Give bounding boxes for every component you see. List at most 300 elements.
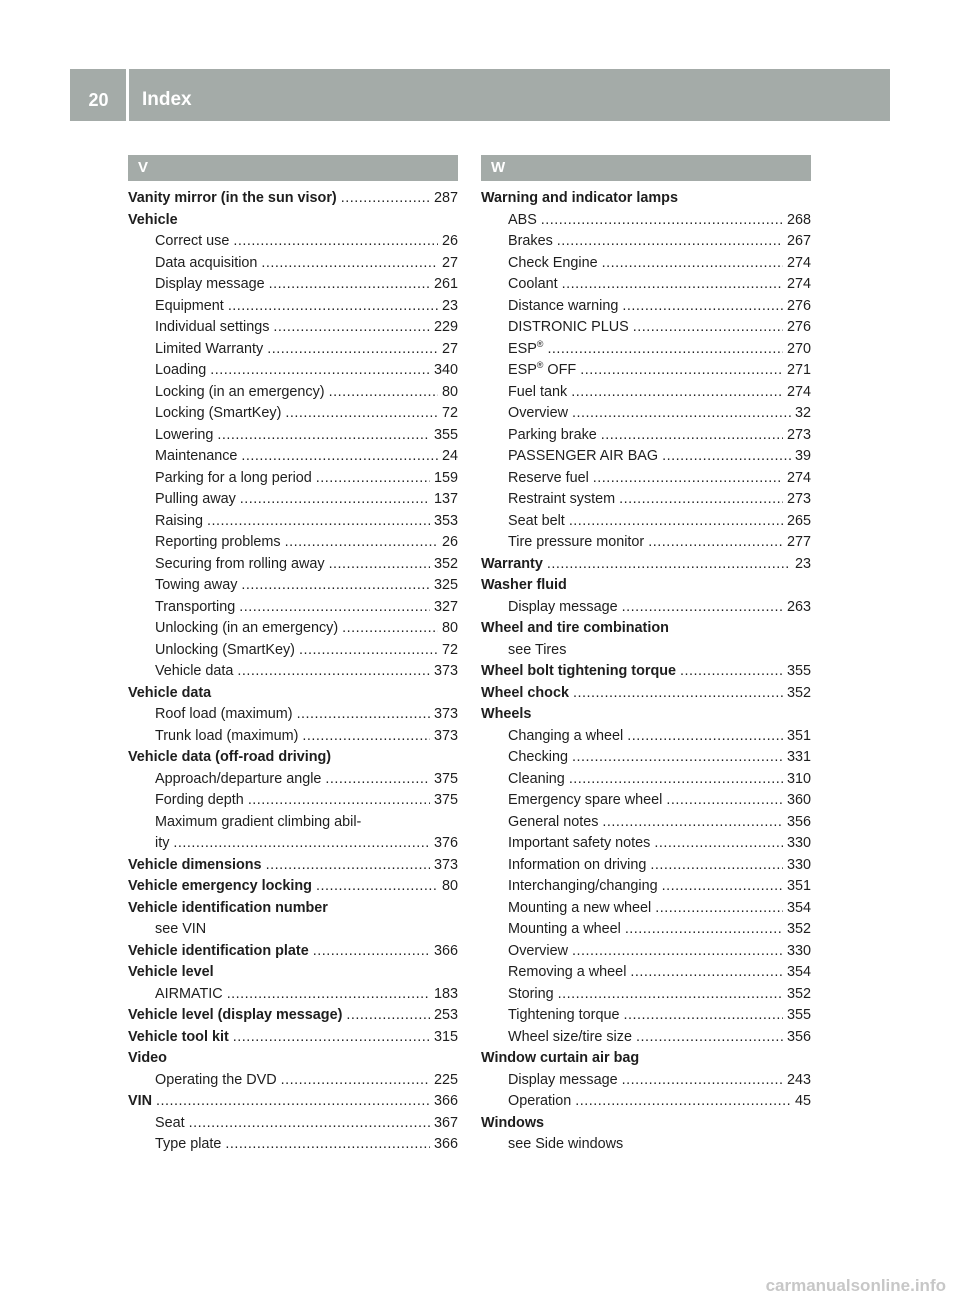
entry-label-text: Distance warning [508, 297, 619, 314]
entry-label [155, 425, 213, 447]
page-ref[interactable]: 373 [433, 706, 458, 722]
entry-label [481, 704, 531, 726]
entry-label-text: ESP [508, 362, 537, 378]
leader-dots [261, 253, 438, 275]
index-entry[interactable] [481, 747, 811, 769]
index-entry[interactable] [481, 231, 811, 253]
index-entry [481, 1134, 811, 1156]
index-entry[interactable] [481, 1005, 811, 1027]
entry-label [155, 489, 236, 511]
page-ref[interactable]: 159 [433, 469, 458, 486]
entry-label [508, 919, 621, 941]
leader-dots [662, 876, 783, 898]
entry-label [155, 919, 206, 941]
page-ref[interactable]: 253 [433, 1007, 458, 1023]
index-entry[interactable] [481, 317, 811, 339]
index-entry[interactable] [128, 231, 458, 253]
entry-label-text: PASSENGER AIR BAG [508, 448, 659, 464]
entry-label-text: Operating the DVD [155, 1071, 277, 1088]
entry-label-text: Information on driving [508, 856, 647, 873]
page-ref[interactable]: 355 [786, 663, 811, 679]
index-entry[interactable] [128, 511, 458, 533]
entry-label-text: Vehicle [128, 211, 178, 228]
entry-label [508, 855, 646, 877]
leader-dots [622, 1070, 783, 1092]
entry-label [481, 1113, 544, 1135]
index-entry[interactable] [481, 1027, 811, 1049]
index-entry[interactable] [128, 769, 458, 791]
page-ref[interactable]: 276 [786, 319, 811, 335]
leader-dots [572, 747, 783, 769]
page-ref[interactable]: 373 [433, 727, 458, 744]
index-entry[interactable] [481, 941, 811, 963]
entry-label-text: Wheels [481, 706, 532, 722]
entry-label-text: Loading [155, 362, 207, 378]
page-ref[interactable]: 373 [433, 663, 458, 679]
entry-label-text: see Side windows [508, 1136, 624, 1152]
index-entry[interactable] [481, 726, 811, 748]
leader-dots [575, 1091, 791, 1113]
page-ref[interactable]: 80 [441, 383, 458, 400]
entry-label [508, 640, 566, 662]
page-ref[interactable]: 268 [786, 211, 811, 228]
leader-dots [325, 769, 430, 791]
index-heading[interactable] [481, 661, 811, 683]
entry-label-text: Data acquisition [155, 254, 258, 271]
page-ref[interactable]: 315 [433, 1028, 458, 1045]
leader-dots [602, 812, 783, 834]
index-entry[interactable] [128, 790, 458, 812]
entry-label [508, 790, 662, 812]
index-entry[interactable] [128, 425, 458, 447]
page-ref[interactable]: 352 [433, 555, 458, 572]
leader-dots [573, 683, 783, 705]
index-entry[interactable] [481, 898, 811, 920]
page-ref[interactable]: 277 [786, 534, 811, 550]
index-heading[interactable] [128, 855, 458, 877]
page-ref[interactable]: 274 [786, 469, 811, 486]
index-entry[interactable] [481, 833, 811, 855]
index-entry[interactable] [481, 1091, 811, 1113]
entry-label [155, 833, 169, 855]
page-ref[interactable]: 327 [433, 598, 458, 615]
index-entry [128, 812, 458, 834]
index-heading[interactable] [128, 1091, 458, 1113]
index-entry[interactable] [481, 532, 811, 554]
entry-label-text: Warranty [481, 555, 543, 572]
leader-dots [233, 231, 438, 253]
index-entry[interactable] [481, 769, 811, 791]
index-entry[interactable] [128, 597, 458, 619]
entry-label [508, 360, 576, 382]
page-ref[interactable]: 360 [786, 792, 811, 808]
entry-label [155, 296, 224, 318]
index-entry[interactable] [128, 468, 458, 490]
index-entry[interactable] [128, 403, 458, 425]
entry-label-text: Interchanging/changing [508, 878, 658, 894]
index-entry[interactable] [481, 339, 811, 361]
page-ref[interactable]: 330 [786, 856, 811, 873]
index-heading[interactable] [128, 876, 458, 898]
entry-label [155, 554, 325, 576]
index-heading[interactable] [128, 1005, 458, 1027]
index-entry[interactable] [481, 468, 811, 490]
page-ref[interactable]: 80 [441, 620, 458, 636]
page-ref[interactable]: 373 [433, 856, 458, 873]
entry-label-text: ity [155, 835, 170, 851]
registered-mark: ® [536, 360, 544, 371]
leader-dots [207, 511, 430, 533]
entry-label-text: Mounting a wheel [508, 921, 621, 937]
page-ref[interactable]: 340 [433, 362, 458, 378]
page-ref[interactable]: 225 [433, 1071, 458, 1088]
index-entry [128, 919, 458, 941]
leader-dots [329, 382, 438, 404]
index-heading[interactable] [128, 1027, 458, 1049]
page-ref[interactable]: 376 [433, 835, 458, 851]
entry-label-text: Correct use [155, 233, 230, 249]
page-ref[interactable]: 271 [786, 362, 811, 378]
index-entry[interactable] [128, 296, 458, 318]
page-ref[interactable]: 80 [441, 878, 458, 894]
entry-label-text: Fuel tank [508, 383, 568, 400]
entry-label-text: AIRMATIC [155, 985, 223, 1002]
index-entry[interactable] [128, 317, 458, 339]
leader-dots [623, 1005, 783, 1027]
page-ref[interactable]: 352 [786, 684, 811, 701]
entry-label-text: Removing a wheel [508, 964, 627, 980]
index-heading[interactable] [128, 188, 458, 210]
entry-label-text: Roof load (maximum) [155, 706, 293, 722]
entry-label-text: Storing [508, 985, 554, 1002]
page-ref[interactable]: 375 [433, 770, 458, 787]
page-ref[interactable]: 26 [441, 233, 458, 249]
page-ref[interactable]: 243 [786, 1071, 811, 1088]
leader-dots [266, 855, 430, 877]
entry-label [155, 769, 321, 791]
page-ref[interactable]: 330 [786, 942, 811, 959]
entry-label-text: Washer fluid [481, 577, 567, 593]
leader-dots [316, 876, 438, 898]
index-entry[interactable] [481, 274, 811, 296]
leader-dots [285, 532, 438, 554]
index-entry[interactable] [128, 274, 458, 296]
entry-label [508, 941, 568, 963]
page-ref[interactable]: 137 [433, 491, 458, 507]
leader-dots [557, 231, 783, 253]
leader-dots [571, 382, 783, 404]
page-ref[interactable]: 366 [433, 1093, 458, 1109]
index-entry[interactable] [128, 984, 458, 1006]
page-ref[interactable]: 356 [786, 813, 811, 830]
entry-label [128, 876, 312, 898]
page-ref[interactable]: 352 [786, 985, 811, 1002]
entry-label-text: Emergency spare wheel [508, 792, 663, 808]
page-ref[interactable]: 229 [433, 319, 458, 335]
page-ref[interactable]: 273 [786, 426, 811, 443]
leader-dots [156, 1091, 430, 1113]
index-heading[interactable] [481, 683, 811, 705]
entry-label [128, 1048, 167, 1070]
index-heading [128, 683, 458, 705]
entry-label [128, 683, 211, 705]
entry-label-text: Vehicle dimensions [128, 856, 262, 873]
page-ref[interactable]: 351 [786, 727, 811, 744]
entry-label [155, 984, 223, 1006]
page-ref[interactable]: 27 [441, 254, 458, 271]
index-entry[interactable] [481, 210, 811, 232]
index-entry[interactable] [128, 640, 458, 662]
index-entry[interactable] [128, 704, 458, 726]
index-entry[interactable] [481, 597, 811, 619]
entry-label [128, 1005, 342, 1027]
index-entry[interactable] [128, 446, 458, 468]
page-ref[interactable]: 356 [786, 1028, 811, 1045]
entry-label [508, 446, 658, 468]
entry-label-text: Wheel size/tire size [508, 1028, 632, 1045]
index-entry[interactable] [481, 360, 811, 382]
entry-label-text: General notes [508, 813, 599, 830]
index-entry[interactable] [128, 575, 458, 597]
entry-label [508, 210, 537, 232]
entry-label-text: Trunk load (maximum) [155, 727, 299, 744]
leader-dots [633, 317, 783, 339]
leader-dots [346, 1005, 430, 1027]
index-entry[interactable] [481, 984, 811, 1006]
index-heading[interactable] [481, 554, 811, 576]
entry-label [481, 1048, 639, 1070]
entry-label-text: Vehicle level (display message) [128, 1007, 343, 1023]
entry-label-text: Vehicle tool kit [128, 1028, 229, 1045]
entry-label [128, 898, 328, 920]
page-ref[interactable]: 366 [433, 942, 458, 959]
entry-label [481, 554, 543, 576]
entry-label-text: Tire pressure monitor [508, 534, 645, 550]
page-ref[interactable]: 32 [794, 405, 811, 421]
index-heading [481, 188, 811, 210]
page-ref[interactable]: 45 [794, 1093, 811, 1109]
entry-label [508, 747, 568, 769]
page-ref[interactable]: 310 [786, 770, 811, 787]
leader-dots [329, 554, 430, 576]
page-ref[interactable]: 270 [786, 340, 811, 357]
entry-label [508, 984, 554, 1006]
entry-label-text: Checking [508, 749, 568, 765]
entry-label [508, 296, 618, 318]
page-ref[interactable]: 23 [441, 297, 458, 314]
entry-label [155, 812, 361, 834]
leader-dots [267, 339, 438, 361]
entry-label [155, 511, 203, 533]
entry-label [155, 253, 257, 275]
page-ref[interactable]: 274 [786, 383, 811, 400]
leader-dots [248, 790, 430, 812]
entry-label [155, 790, 244, 812]
index-entry[interactable] [128, 1070, 458, 1092]
index-entry[interactable] [481, 489, 811, 511]
entry-label-text: ABS [508, 211, 537, 228]
entry-label [508, 317, 629, 339]
page-ref[interactable]: 27 [441, 340, 458, 357]
page-ref[interactable]: 354 [786, 964, 811, 980]
index-entry[interactable] [128, 489, 458, 511]
index-entry[interactable] [128, 253, 458, 275]
index-entry[interactable] [481, 403, 811, 425]
entry-label-text: Unlocking (in an emergency) [155, 620, 339, 636]
index-entry[interactable] [128, 833, 458, 855]
leader-dots [299, 640, 438, 662]
page-ref[interactable]: 330 [786, 835, 811, 851]
leader-dots [572, 403, 791, 425]
leader-dots [241, 575, 430, 597]
page-ref[interactable]: 353 [433, 512, 458, 529]
page-number: 20 [88, 90, 109, 110]
page-ref[interactable]: 24 [441, 448, 458, 464]
index-entry[interactable] [481, 1070, 811, 1092]
index-heading [481, 575, 811, 597]
entry-label [508, 597, 618, 619]
entry-label [481, 661, 676, 683]
leader-dots [619, 489, 783, 511]
index-column-v [128, 155, 458, 1156]
entry-label [155, 339, 263, 361]
entry-label [508, 253, 598, 275]
entry-label-text: Parking brake [508, 426, 597, 443]
page-ref[interactable]: 26 [441, 534, 458, 550]
index-entry[interactable] [128, 382, 458, 404]
leader-dots [285, 403, 438, 425]
page-ref[interactable]: 72 [441, 641, 458, 658]
page-ref[interactable]: 355 [433, 426, 458, 443]
page-ref[interactable]: 183 [433, 985, 458, 1002]
index-entry[interactable] [128, 339, 458, 361]
page-ref[interactable]: 39 [794, 448, 811, 464]
entry-label-text: Overview [508, 405, 568, 421]
index-entry[interactable] [481, 962, 811, 984]
index-heading [128, 210, 458, 232]
index-entry[interactable] [481, 919, 811, 941]
entry-label [155, 597, 235, 619]
entry-label-text: Cleaning [508, 770, 565, 787]
entry-label [508, 898, 651, 920]
index-entry[interactable] [128, 360, 458, 382]
index-heading [481, 704, 811, 726]
page-ref[interactable]: 261 [433, 276, 458, 292]
index-entry[interactable] [481, 876, 811, 898]
index-entry[interactable] [481, 446, 811, 468]
index-entry[interactable] [128, 1134, 458, 1156]
entry-label [155, 403, 281, 425]
entry-label-text: Warning and indicator lamps [481, 190, 678, 206]
page-ref[interactable]: 263 [786, 598, 811, 615]
index-entry[interactable] [128, 554, 458, 576]
entry-label-text: Operation [508, 1093, 572, 1109]
entry-label [508, 425, 597, 447]
leader-dots [233, 1027, 430, 1049]
leader-dots [228, 296, 438, 318]
entry-label [481, 575, 567, 597]
leader-dots [602, 253, 783, 275]
page-ref[interactable]: 375 [433, 792, 458, 808]
index-entry[interactable] [128, 661, 458, 683]
entry-label [508, 1070, 618, 1092]
entry-label [155, 382, 325, 404]
page-ref[interactable]: 325 [433, 577, 458, 593]
index-entry[interactable] [481, 855, 811, 877]
index-entry[interactable] [128, 532, 458, 554]
entry-label-text: ESP [508, 340, 537, 357]
entry-label-text: Securing from rolling away [155, 555, 325, 572]
leader-dots [662, 446, 791, 468]
entry-label [508, 489, 615, 511]
index-entry[interactable] [481, 511, 811, 533]
index-entry[interactable] [481, 253, 811, 275]
entry-label-text: Vehicle data [128, 684, 212, 701]
page-ref[interactable]: 274 [786, 276, 811, 292]
leader-dots [627, 726, 783, 748]
page-ref[interactable]: 72 [441, 405, 458, 421]
index-entry[interactable] [481, 425, 811, 447]
page-ref[interactable]: 367 [433, 1114, 458, 1131]
page-ref[interactable]: 265 [786, 512, 811, 529]
leader-dots [622, 296, 783, 318]
index-entry[interactable] [128, 726, 458, 748]
index-entry[interactable] [128, 1113, 458, 1135]
page-ref[interactable]: 23 [794, 555, 811, 572]
page-ref[interactable]: 276 [786, 297, 811, 314]
entry-label-text: Fording depth [155, 792, 244, 808]
index-heading [128, 747, 458, 769]
index-entry[interactable] [481, 790, 811, 812]
leader-dots [680, 661, 783, 683]
entry-label [155, 640, 295, 662]
leader-dots [580, 360, 783, 382]
entry-label-text: Individual settings [155, 319, 270, 335]
page-ref[interactable]: 366 [433, 1136, 458, 1152]
page-ref[interactable]: 331 [786, 749, 811, 765]
leader-dots [622, 597, 783, 619]
entry-label-text: Wheel and tire combination [481, 620, 669, 636]
entry-label [508, 876, 658, 898]
leader-dots [210, 360, 430, 382]
index-entry[interactable] [481, 812, 811, 834]
page-ref[interactable]: 267 [786, 233, 811, 249]
page-ref[interactable]: 273 [786, 491, 811, 507]
page-ref[interactable]: 351 [786, 878, 811, 894]
page-ref[interactable]: 354 [786, 899, 811, 916]
page-ref[interactable]: 355 [786, 1007, 811, 1023]
index-entry[interactable] [481, 382, 811, 404]
entry-label-text: Window curtain air bag [481, 1050, 640, 1066]
page-ref[interactable]: 274 [786, 254, 811, 271]
entry-label [155, 704, 293, 726]
registered-mark: ® [536, 338, 544, 349]
index-entry[interactable] [128, 618, 458, 640]
entry-label-text: Vehicle identification number [128, 899, 328, 916]
entry-label [508, 339, 543, 361]
index-heading[interactable] [128, 941, 458, 963]
page-ref[interactable]: 287 [433, 190, 458, 206]
page-ref[interactable]: 352 [786, 921, 811, 937]
entry-label-text: Overview [508, 942, 568, 959]
entry-label-text: Video [128, 1050, 167, 1066]
entry-label [155, 726, 298, 748]
entry-label-text: Vehicle data [155, 663, 234, 679]
leader-dots [239, 597, 430, 619]
index-entry [481, 640, 811, 662]
entry-label [155, 468, 312, 490]
index-entry[interactable] [481, 296, 811, 318]
